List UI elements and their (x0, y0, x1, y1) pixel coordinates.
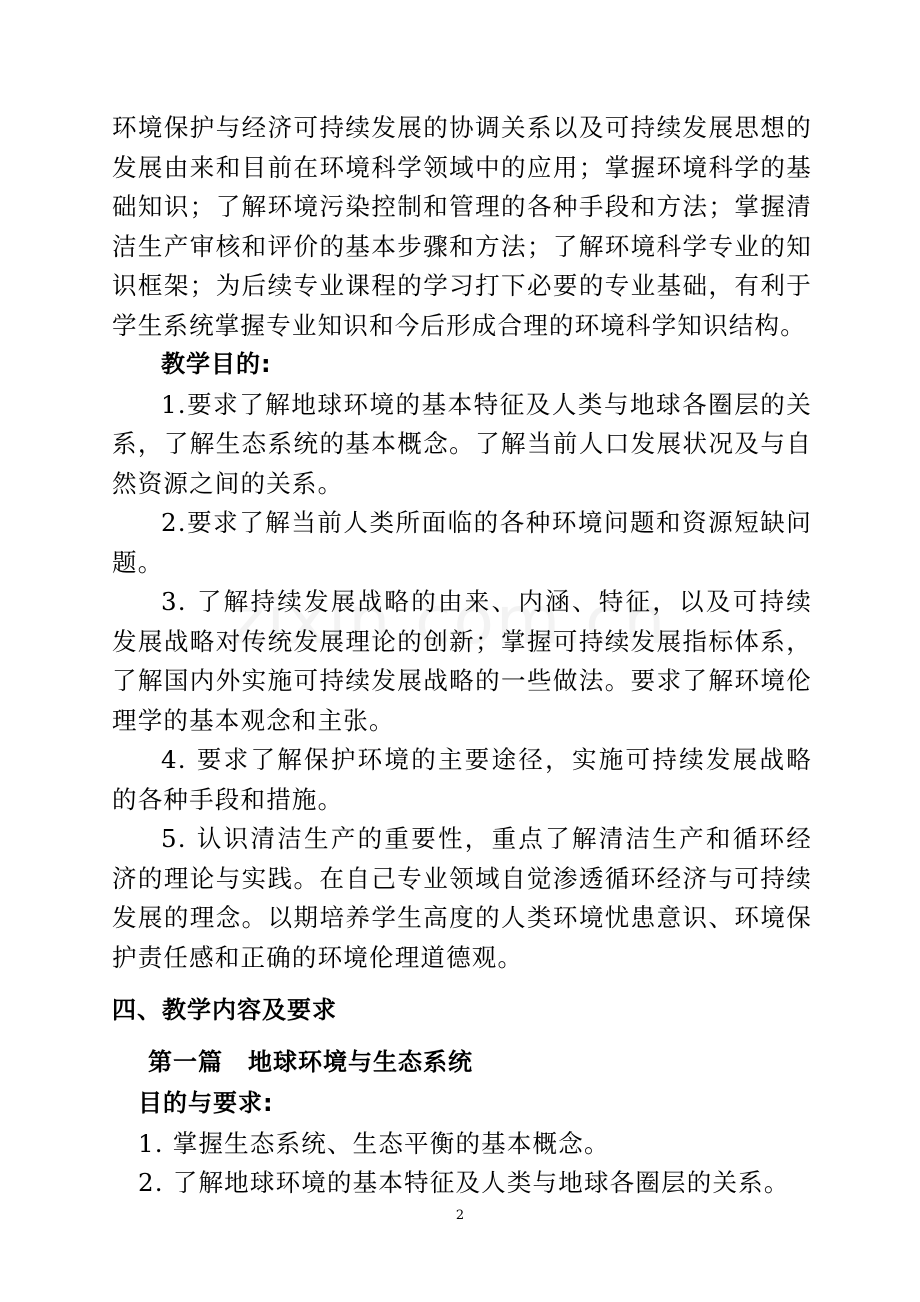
objective-item-3: 3. 了解持续发展战略的由来、内涵、特征，以及可持续发展战略对传统发展理论的创新；掌握可持续发展指标体系，了解国内外实施可持续发展战略的一些做法。要求了解环境伦理学的基本观念和主张。 (112, 587, 812, 735)
objective-item-1: 1.要求了解地球环境的基本特征及人类与地球各圈层的关系，了解生态系统的基本概念。了解当前人口发展状况及与自然资源之间的关系。 (112, 389, 812, 498)
intro-paragraph: 环境保护与经济可持续发展的协调关系以及可持续发展思想的发展由来和目前在环境科学领域中的应用；掌握环境科学的基础知识；了解环境污染控制和管理的各种手段和方法；掌握清洁生产审核和评价的基本步骤和方法；了解环境科学专业的知识框架；为后续专业课程的学习打下必要的专业基础，有利于学生系统掌握专业知识和今后形成合理的环境科学知识结构。 (112, 113, 812, 340)
chapter-heading: 第一篇 地球环境与生态系统 (148, 1047, 473, 1076)
objective-item-2: 2.要求了解当前人类所面临的各种环境问题和资源短缺问题。 (112, 508, 812, 577)
objective-item-4: 4. 要求了解保护环境的主要途径，实施可持续发展战略的各种手段和措施。 (112, 745, 812, 814)
page-number: 2 (455, 1208, 465, 1223)
page-content (112, 108, 812, 1203)
goal-item-1: 1. 掌握生态系统、生态平衡的基本概念。 (138, 1128, 610, 1158)
goals-heading: 目的与要求: (138, 1089, 274, 1117)
goal-item-2: 2. 了解地球环境的基本特征及人类与地球各圈层的关系。 (138, 1168, 790, 1197)
objectives-heading: 教学目的: (161, 350, 272, 378)
objective-item-5: 5. 认识清洁生产的重要性，重点了解清洁生产和循环经济的理论与实践。在自己专业领域自觉渗透循环经济与可持续发展的理念。以期培养学生高度的人类环境忧患意识、环境保护责任感和正确的环境伦理道德观。 (112, 824, 812, 972)
section-heading: 四、教学内容及要求 (112, 996, 337, 1024)
